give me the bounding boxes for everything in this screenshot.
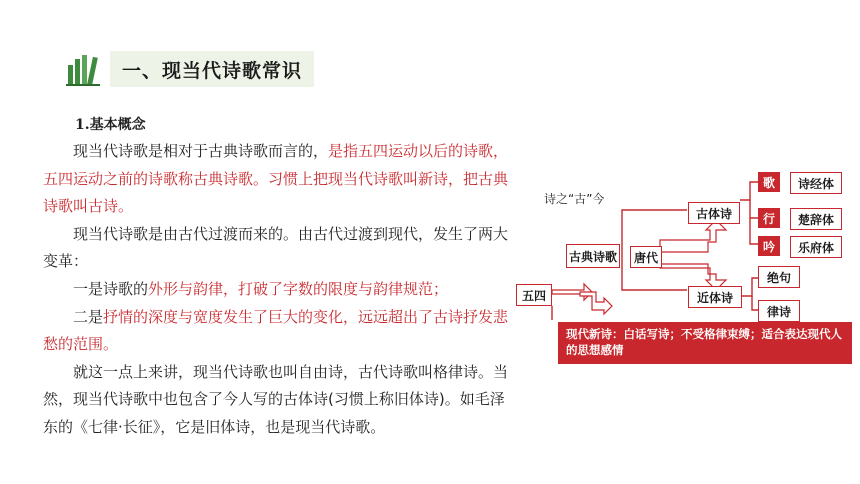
modern-poetry-note: 现代新诗：白话写诗；不受格律束缚；适合表达现代人的思想感情 [558, 322, 852, 364]
box-ge: 歌 [758, 172, 780, 192]
box-tang: 唐代 [630, 246, 662, 268]
box-wusi: 五四 [516, 284, 552, 306]
section-title: 一、现当代诗歌常识 [122, 59, 303, 82]
box-shijing: 诗经体 [790, 172, 842, 194]
p1-highlight: 是指五四运动以后的诗歌，五四运动之前的诗歌称古典诗歌。习惯上把现当代诗歌叫新诗，把古典诗歌叫古诗。 [43, 142, 509, 216]
box-chuci: 楚辞体 [790, 208, 842, 230]
box-lushi: 律诗 [758, 300, 800, 322]
box-xing: 行 [758, 208, 780, 228]
paragraph-1 [43, 138, 517, 221]
box-yin: 吟 [758, 236, 780, 256]
paragraph-3 [43, 276, 517, 304]
box-jueju: 绝句 [758, 266, 800, 288]
box-classical: 古典诗歌 [566, 244, 620, 268]
paragraph-5: 就这一点上来讲，现当代诗歌也叫自由诗，古代诗歌叫格律诗。当然，现当代诗歌中也包含了今人写的古体诗(习惯上称旧体诗)。如毛泽东的《七律·长征》，它是旧体诗，也是现当代诗歌。 [43, 362, 509, 436]
section-header [64, 50, 314, 88]
paragraph-2: 现当代诗歌是由古代过渡而来的。由古代过渡到现代，发生了两大变革： [43, 224, 509, 271]
body-text [43, 112, 517, 442]
box-recent-style: 近体诗 [688, 286, 742, 308]
paragraph-4 [43, 304, 517, 359]
poetry-diagram [512, 175, 852, 370]
concept-heading: 1.基本概念 [75, 117, 146, 133]
p4-highlight: 抒情的深度与宽度发生了巨大的变化，远远超出了古诗抒发悲愁的范围。 [43, 307, 509, 354]
box-yuefu: 乐府体 [790, 236, 842, 258]
section-title-box [110, 51, 314, 87]
p4-text: 二是 [73, 307, 104, 326]
p3-highlight: 外形与韵律，打破了字数的限度与韵律规范； [148, 279, 449, 298]
box-ancient-style: 古体诗 [688, 202, 740, 224]
books-icon [64, 51, 104, 87]
p3-text: 一是诗歌的 [73, 279, 149, 298]
p1-text: 现当代诗歌是相对于古典诗歌而言的， [73, 142, 329, 160]
diagram-title: 诗之“古”今 [544, 192, 605, 206]
